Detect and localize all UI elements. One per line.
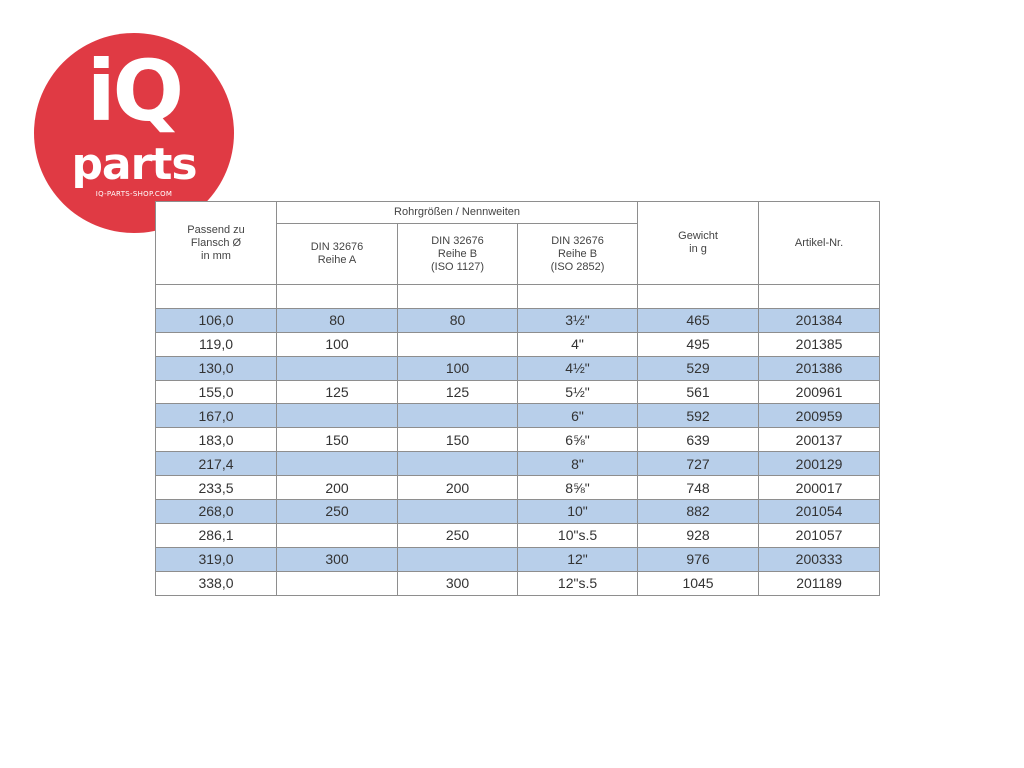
flange-diameter-cell: 233,5 — [156, 476, 277, 500]
table-row — [156, 308, 880, 332]
weight-cell: 561 — [638, 380, 759, 404]
flange-diameter-cell: 106,0 — [156, 308, 277, 332]
flange-diameter-cell: 338,0 — [156, 571, 277, 595]
din-reihe-b-iso2852-cell: 8⅝" — [518, 476, 638, 500]
table-row — [156, 404, 880, 428]
din-reihe-b-iso1127-cell — [398, 332, 518, 356]
logo-iq-text: iQ — [86, 42, 182, 140]
din-reihe-b-iso2852-cell: 3½" — [518, 308, 638, 332]
article-number-cell: 200961 — [759, 380, 880, 404]
table-row — [156, 547, 880, 571]
header-din-reihe-b-iso2852: DIN 32676 Reihe B (ISO 2852) — [518, 224, 638, 285]
weight-cell: 928 — [638, 523, 759, 547]
article-number-cell: 200129 — [759, 452, 880, 476]
table-row — [156, 356, 880, 380]
flange-diameter-cell: 286,1 — [156, 523, 277, 547]
flange-diameter-cell: 268,0 — [156, 500, 277, 524]
din-reihe-b-iso1127-cell — [398, 500, 518, 524]
table-row — [156, 428, 880, 452]
din-reihe-a-cell: 300 — [277, 547, 398, 571]
din-reihe-a-cell: 150 — [277, 428, 398, 452]
din-reihe-b-iso1127-cell: 80 — [398, 308, 518, 332]
din-reihe-b-iso1127-cell — [398, 404, 518, 428]
flange-diameter-cell: 319,0 — [156, 547, 277, 571]
din-reihe-b-iso1127-cell: 100 — [398, 356, 518, 380]
flange-diameter-cell: 130,0 — [156, 356, 277, 380]
weight-cell: 495 — [638, 332, 759, 356]
header-din-reihe-a: DIN 32676 Reihe A — [277, 224, 398, 285]
din-reihe-a-cell — [277, 571, 398, 595]
din-reihe-a-cell: 80 — [277, 308, 398, 332]
din-reihe-b-iso1127-cell: 250 — [398, 523, 518, 547]
header-pipe-sizes-group: Rohrgrößen / Nennweiten — [277, 202, 638, 224]
din-reihe-b-iso2852-cell: 6⅝" — [518, 428, 638, 452]
din-reihe-b-iso1127-cell — [398, 452, 518, 476]
din-reihe-b-iso2852-cell: 4½" — [518, 356, 638, 380]
article-number-cell: 200137 — [759, 428, 880, 452]
table-row — [156, 452, 880, 476]
table-row — [156, 476, 880, 500]
table-row — [156, 523, 880, 547]
din-reihe-a-cell: 250 — [277, 500, 398, 524]
article-number-cell: 200017 — [759, 476, 880, 500]
din-reihe-a-cell — [277, 523, 398, 547]
table-row — [156, 571, 880, 595]
din-reihe-a-cell: 200 — [277, 476, 398, 500]
article-number-cell: 201057 — [759, 523, 880, 547]
flange-diameter-cell: 155,0 — [156, 380, 277, 404]
din-reihe-b-iso2852-cell: 10"s.5 — [518, 523, 638, 547]
header-gap-row — [156, 285, 880, 309]
din-reihe-b-iso1127-cell: 125 — [398, 380, 518, 404]
article-number-cell: 200959 — [759, 404, 880, 428]
header-weight: Gewicht in g — [638, 202, 759, 285]
article-number-cell: 201386 — [759, 356, 880, 380]
article-number-cell: 201385 — [759, 332, 880, 356]
weight-cell: 529 — [638, 356, 759, 380]
header-article-number: Artikel-Nr. — [759, 202, 880, 285]
table-row — [156, 380, 880, 404]
din-reihe-b-iso1127-cell: 300 — [398, 571, 518, 595]
din-reihe-b-iso1127-cell: 200 — [398, 476, 518, 500]
flange-diameter-cell: 167,0 — [156, 404, 277, 428]
din-reihe-a-cell: 100 — [277, 332, 398, 356]
weight-cell: 748 — [638, 476, 759, 500]
article-number-cell: 201384 — [759, 308, 880, 332]
din-reihe-b-iso2852-cell: 8" — [518, 452, 638, 476]
din-reihe-b-iso2852-cell: 4" — [518, 332, 638, 356]
weight-cell: 465 — [638, 308, 759, 332]
din-reihe-a-cell — [277, 404, 398, 428]
table-row — [156, 500, 880, 524]
flange-diameter-cell: 217,4 — [156, 452, 277, 476]
din-reihe-a-cell — [277, 356, 398, 380]
din-reihe-b-iso1127-cell — [398, 547, 518, 571]
flange-diameter-cell: 183,0 — [156, 428, 277, 452]
din-reihe-b-iso2852-cell: 12"s.5 — [518, 571, 638, 595]
logo-parts-text: parts — [71, 139, 197, 190]
table-row — [156, 332, 880, 356]
din-reihe-b-iso2852-cell: 10" — [518, 500, 638, 524]
article-number-cell: 200333 — [759, 547, 880, 571]
din-reihe-b-iso2852-cell: 12" — [518, 547, 638, 571]
logo-url-text: IQ-PARTS-SHOP.COM — [95, 190, 173, 198]
weight-cell: 1045 — [638, 571, 759, 595]
din-reihe-b-iso2852-cell: 5½" — [518, 380, 638, 404]
din-reihe-b-iso2852-cell: 6" — [518, 404, 638, 428]
din-reihe-a-cell — [277, 452, 398, 476]
flange-size-table — [155, 201, 880, 596]
din-reihe-b-iso1127-cell: 150 — [398, 428, 518, 452]
din-reihe-a-cell: 125 — [277, 380, 398, 404]
header-din-reihe-b-iso1127: DIN 32676 Reihe B (ISO 1127) — [398, 224, 518, 285]
weight-cell: 976 — [638, 547, 759, 571]
article-number-cell: 201189 — [759, 571, 880, 595]
weight-cell: 882 — [638, 500, 759, 524]
weight-cell: 592 — [638, 404, 759, 428]
weight-cell: 639 — [638, 428, 759, 452]
flange-diameter-cell: 119,0 — [156, 332, 277, 356]
article-number-cell: 201054 — [759, 500, 880, 524]
header-flange-diameter: Passend zu Flansch Ø in mm — [156, 202, 277, 285]
weight-cell: 727 — [638, 452, 759, 476]
